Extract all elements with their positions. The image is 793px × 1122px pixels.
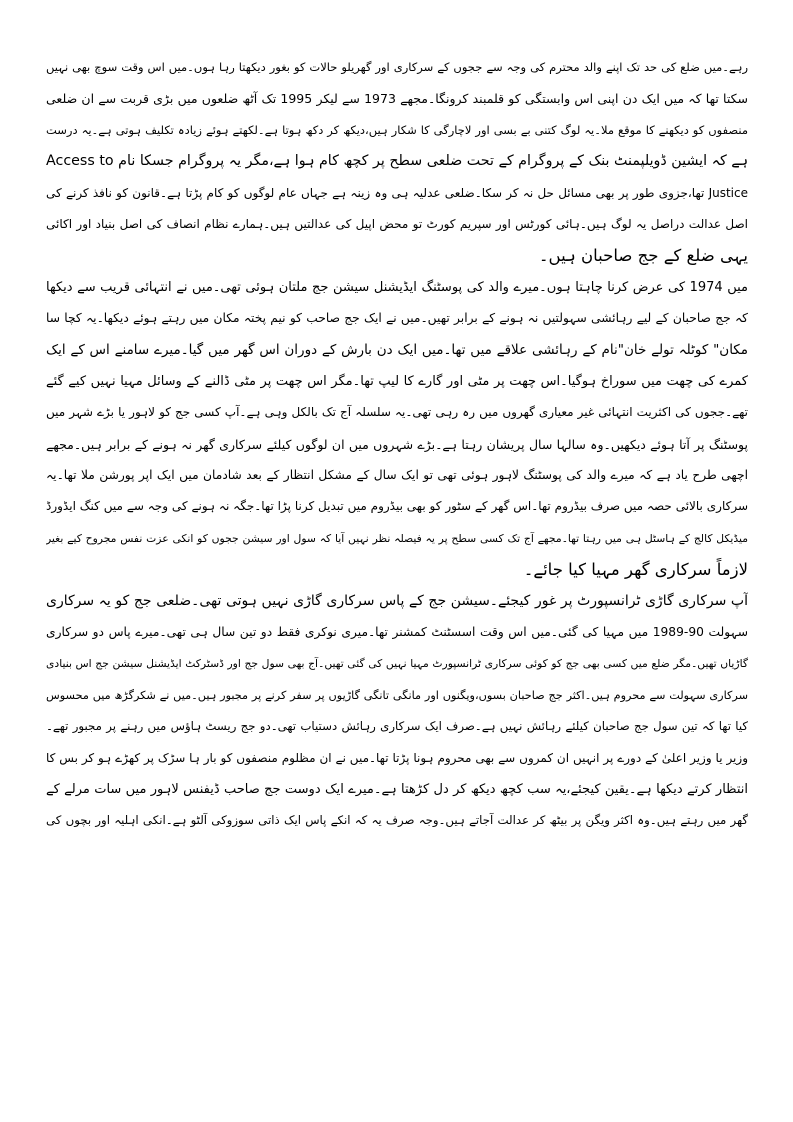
- paragraph-2: [46, 272, 748, 586]
- text-line: سرکاری بالائی حصہ میں صرف بیڈروم تھا۔اس گھر کے سٹور کو بھی بیڈروم میں تبدیل کرنا پڑا تھا۔جگہ نہ ہونے کی وجہ سے میں کنگ ایڈورڈ: [46, 499, 748, 514]
- text-line: کمرے کی چھت میں سوراخ ہوگیا۔اس چھت پر مٹی اور گارے کا لیپ تھا۔مگر اس چھت پر مٹی ڈالنے کے وسائل مہیا نہیں کیے گئے: [46, 373, 748, 389]
- text-line: گھر میں رہتے ہیں۔وہ اکثر ویگن پر بیٹھ کر عدالت آجاتے ہیں۔وجہ صرف یہ کہ انکے پاس ایک ذاتی سوزوکی آلٹو ہے۔انکی اہلیہ اور بچوں کی: [46, 813, 748, 828]
- text-line: پوسٹنگ پر آتا ہوئے دیکھیں۔وہ سالہا سال پریشان رہتا ہے۔بڑے شہروں میں ان لوگوں کیلئے سرکاری گھر نہ ہونے کے برابر ہیں۔مجھے: [46, 436, 748, 452]
- text-line: یہی ضلع کے جج صاحبان ہیں۔: [538, 246, 748, 266]
- text-line: انتظار کرتے دیکھا ہے۔یقین کیجئے،یہ سب کچھ دیکھ کر دل کڑھتا ہے۔میرے ایک دوست جج صاحب ڈیفنس لاہور میں سات مرلے کے: [46, 781, 748, 797]
- text-line: سہولت 90-1989 میں مہیا کی گئی۔میں اس وقت اسسٹنٹ کمشنر تھا۔میری نوکری فقط دو تین سال ہی تھی۔میرے پاس دو سرکاری: [46, 625, 748, 640]
- text-line: گاڑیاں تھیں۔مگر ضلع میں کسی بھی جج کو کوئی سرکاری ٹرانسپورٹ مہیا نہیں کی گئی تھیں۔آج بھی سول جج اور ڈسٹرکٹ ایڈیشنل سیشن جج اس بنیادی: [46, 657, 748, 671]
- paragraph-3: [46, 586, 748, 837]
- text-line: منصفوں کو دیکھنے کا موقع ملا۔یہ لوگ کتنی بے بسی اور لاچارگی کا شکار ہیں،دیکھ کر دکھ ہوتا ہے۔لکھتے ہوئے زیادہ تکلیف ہوتی ہے۔یہ درست: [46, 122, 748, 137]
- text-line: ہے کہ ایشین ڈویلپمنٹ بنک کے پروگرام کے تحت ضلعی سطح پر کچھ کام ہوا ہے،مگر یہ پروگرام جسکا نام Access to: [46, 153, 748, 170]
- paragraph-1: [46, 52, 748, 272]
- text-line: رہے۔میں ضلع کی حد تک اپنے والد محترم کی وجہ سے ججوں کے سرکاری اور گھریلو حالات کو بغور دیکھتا رہا ہوں۔میں اس وقت سوچ بھی نہیں: [46, 60, 748, 74]
- text-line: سکتا تھا کہ میں ایک دن اپنی اس وابستگی کو قلمبند کرونگا۔مجھے 1973 سے لیکر 1995 تک آٹھ ضلعوں میں بڑی قربت سے ان ضلعی: [46, 91, 748, 107]
- text-line: اصل عدالت دراصل یہ لوگ ہیں۔ہائی کورٹس اور سپریم کورٹ تو محض اپیل کی عدالتیں ہیں۔ہمارے نظام انصاف کی اصل بنیاد اور اکائی: [46, 216, 748, 231]
- text-line: کہ جج صاحبان کے لیے رہائشی سہولتیں نہ ہونے کے برابر تھیں۔میں نے ایک جج صاحب کو نیم پختہ مکان میں رہتے ہوئے دیکھا۔یہ کچا سا: [46, 311, 748, 326]
- text-line: لازماً سرکاری گھر مہیا کیا جائے۔: [523, 560, 748, 580]
- text-line: وزیر یا وزیر اعلیٰ کے دورے پر انہیں ان کمروں سے بھی محروم ہونا پڑتا تھا۔میں نے ان مظلوم منصفوں کو بار ہا سڑک پر کھڑے ہو کر بس کا: [46, 750, 748, 765]
- document-page: [46, 52, 748, 837]
- text-line: تھے۔ججوں کی اکثریت انتہائی غیر معیاری گھروں میں رہ رہی تھی۔یہ سلسلہ آج تک بالکل وہی ہے۔آپ کسی جج کو لاہور یا بڑے شہر میں: [46, 405, 748, 420]
- text-line: آپ سرکاری گاڑی ٹرانسپورٹ پر غور کیجئے۔سیشن جج کے پاس سرکاری گاڑی نہیں ہوتی تھی۔ضلعی جج کو یہ سرکاری: [46, 592, 748, 609]
- text-line: سرکاری سہولت سے محروم ہیں۔اکثر جج صاحبان بسوں،ویگنوں اور مانگی تانگی گاڑیوں پر سفر کرنے پر مجبور ہیں۔میں نے شکرگڑھ میں محسوس: [46, 688, 748, 702]
- text-line: اچھی طرح یاد ہے کہ میرے والد کی پوسٹنگ لاہور ہوئی تھی تو ایک سال کے مشکل انتظار کے بعد شادمان میں ایک اپر پورشن ملا تھا۔یہ: [46, 468, 748, 483]
- text-line: میڈیکل کالج کے ہاسٹل ہی میں رہتا تھا۔مجھے آج تک کسی سطح پر یہ فیصلہ نظر نہیں آیا کہ سول اور سیشن ججوں کو انکی عزت نفس مجروح کیے بغیر: [46, 531, 748, 545]
- text-line: Justice تھا،جزوی طور پر بھی مسائل حل نہ کر سکا۔ضلعی عدلیہ ہی وہ زینہ ہے جہاں عام لوگوں کو کام پڑتا ہے۔قانون کو نافذ کرنے کی: [46, 185, 748, 200]
- text-line: مکان" کوٹلہ تولے خان"نام کے رہائشی علاقے میں تھا۔میں ایک دن بارش کے دوران اس گھر میں گیا۔میرے سامنے اس کے ایک: [46, 341, 748, 358]
- text-line: میں 1974 کی عرض کرنا چاہتا ہوں۔میرے والد کی پوسٹنگ ایڈیشنل سیشن جج ملتان ہوئی تھی۔میں نے انتہائی قریب سے دیکھا: [46, 279, 748, 295]
- text-line: کیا تھا کہ تین سول جج صاحبان کیلئے رہائش نہیں ہے۔صرف ایک سرکاری رہائش دستیاب تھی۔دو جج ریسٹ ہاؤس میں رہنے پر مجبور تھے۔: [46, 719, 748, 734]
